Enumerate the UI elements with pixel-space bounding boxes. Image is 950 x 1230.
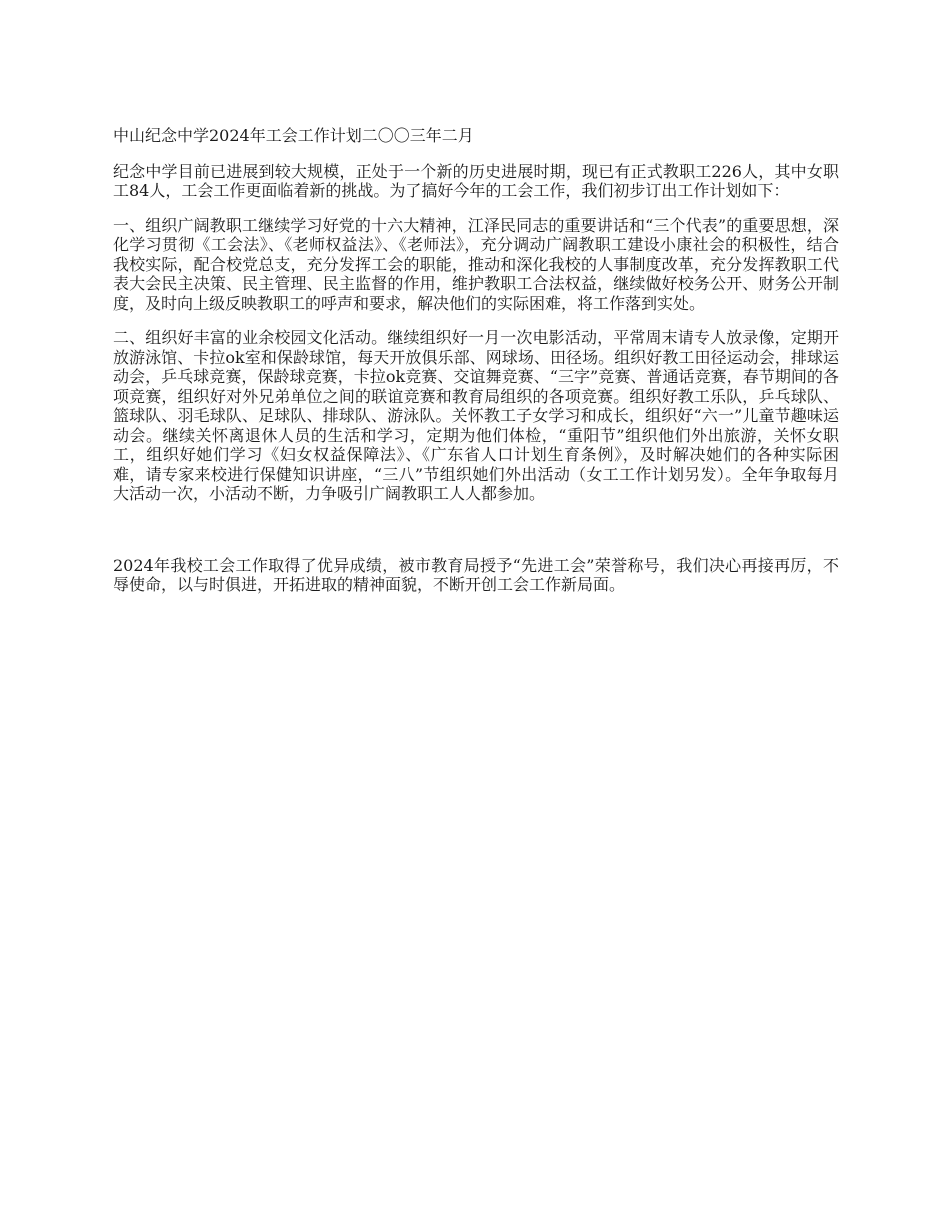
document-title: 中山纪念中学2024年工会工作计划二〇〇三年二月 (113, 126, 474, 145)
section-one-paragraph: 一、组织广阔教职工继续学习好党的十六大精神，江泽民同志的重要讲话和“三个代表”的重要思想，深化学习贯彻《工会法》、《老师权益法》、《老师法》，充分调动广阔教职工建设小康社会的积极性，结合我校实际，配合校党总支，充分发挥工会的职能，推动和深化我校的人事制度改革，充分发挥教职工代表大会民主决策、民主管理、民主监督的作用，维护教职工合法权益，继续做好校务公开、财务公开制度，及时向上级反映教职工的呼声和要求，解决他们的实际困难，将工作落到实处。 (113, 215, 839, 313)
closing-paragraph: 2024年我校工会工作取得了优异成绩，被市教育局授予“先进工会”荣誉称号，我们决心再接再厉，不辱使命，以与时俱进，开拓进取的精神面貌，不断开创工会工作新局面。 (113, 555, 839, 594)
intro-paragraph: 纪念中学目前已进展到较大规模，正处于一个新的历史进展时期，现已有正式教职工226人，其中女职工84人，工会工作更面临着新的挑战。为了搞好今年的工会工作，我们初步订出工作计划如下： (113, 161, 839, 200)
document-page (113, 126, 839, 595)
section-two-paragraph: 二、组织好丰富的业余校园文化活动。继续组织好一月一次电影活动，平常周末请专人放录像，定期开放游泳馆、卡拉ok室和保龄球馆，每天开放俱乐部、网球场、田径场。组织好教工田径运动会，排球运动会，乒乓球竞赛，保龄球竞赛，卡拉ok竞赛、交谊舞竞赛、“三字”竞赛、普通话竞赛，春节期间的各项竞赛，组织好对外兄弟单位之间的联谊竞赛和教育局组织的各项竞赛。组织好教工乐队，乒乓球队、篮球队、羽毛球队、足球队、排球队、游泳队。关怀教工子女学习和成长，组织好“六一”儿童节趣味运动会。继续关怀离退休人员的生活和学习，定期为他们体检，“重阳节”组织他们外出旅游，关怀女职工，组织好她们学习《妇女权益保障法》、《广东省人口计划生育条例》，及时解决她们的各种实际困难，请专家来校进行保健知识讲座，“三八”节组织她们外出活动（女工工作计划另发）。全年争取每月大活动一次，小活动不断，力争吸引广阔教职工人人都参加。 (113, 328, 839, 503)
